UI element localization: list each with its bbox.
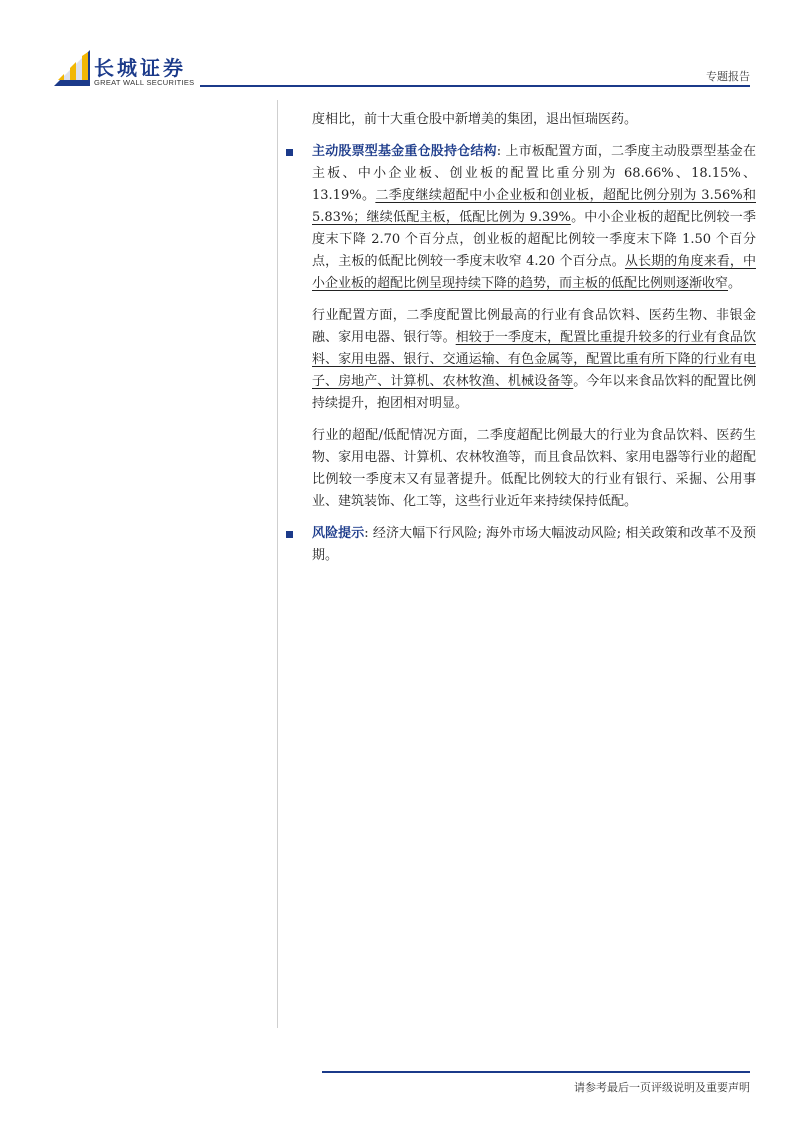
paragraph-overweight-underweight: [286, 425, 756, 513]
great-wall-logo-icon: [54, 50, 90, 86]
paragraph-continuation: [286, 109, 756, 131]
report-type-label: 专题报告: [706, 70, 750, 83]
underlined-text: 从长期的角度来看，中小企业板的超配比例呈现持续下降的趋势，而主板的低配比例则逐渐收窄: [312, 254, 756, 291]
text-span: : 经济大幅下行风险; 海外市场大幅波动风险; 相关政策和改革不及预期。: [312, 526, 756, 563]
text-span: 。: [728, 276, 742, 291]
underlined-text: 相较于一季度末，配置比重提升较多的行业有食品饮料、家用电器、银行、交通运输、有色金属等，配置比重有所下降的行业有电子、房地产、计算机、农林牧渔、机械设备等: [312, 330, 756, 389]
footer-disclaimer: 请参考最后一页评级说明及重要声明: [574, 1081, 750, 1094]
footer-rule: [322, 1071, 750, 1073]
text-span: 度相比，前十大重仓股中新增美的集团，退出恒瑞医药。: [312, 112, 638, 127]
paragraph-industry-allocation: [286, 305, 756, 415]
text-span: : 上市板配置方面，二季度主动股票型基金在主板、中小企业板、创业板的配置比重分别为 68.66%、18.15%、13.19%。: [312, 144, 756, 203]
logo-chinese-name: 长城证券: [94, 56, 186, 80]
text-span: 。今年以来食品饮料的配置比例持续提升，抱团相对明显。: [312, 374, 756, 411]
logo-english-name: GREAT WALL SECURITIES: [94, 78, 195, 87]
bullet-heading: 风险提示: [312, 526, 365, 541]
text-span: 。中小企业板的超配比例较一季度末下降 2.70 个百分点，创业板的超配比例较一季度末下降 1.50 个百分点，主板的低配比例较一季度末收窄 4.20 个百分点。: [312, 210, 756, 269]
text-span: 行业配置方面，二季度配置比例最高的行业有食品饮料、医药生物、非银金融、家用电器、银行等。: [312, 308, 756, 345]
header-rule: [200, 85, 750, 87]
bullet-heading: 主动股票型基金重仓股持仓结构: [312, 144, 497, 159]
report-body: [286, 109, 756, 577]
company-logo: [54, 50, 194, 90]
bullet-risk-warning: [286, 523, 756, 567]
underlined-text: 二季度继续超配中小企业板和创业板，超配比例分别为 3.56%和 5.83%；继续低配主板，低配比例为 9.39%: [312, 188, 756, 225]
text-span: 行业的超配/低配情况方面，二季度超配比例最大的行业为食品饮料、医药生物、家用电器、计算机、农林牧渔等，而且食品饮料、家用电器等行业的超配比例较一季度末又有显著提升。低配比例较大的行业有银行、采掘、公用事业、建筑装饰、化工等，这些行业近年来持续保持低配。: [312, 428, 756, 509]
margin-divider: [277, 100, 278, 1028]
bullet-fund-holding-structure: [286, 141, 756, 295]
